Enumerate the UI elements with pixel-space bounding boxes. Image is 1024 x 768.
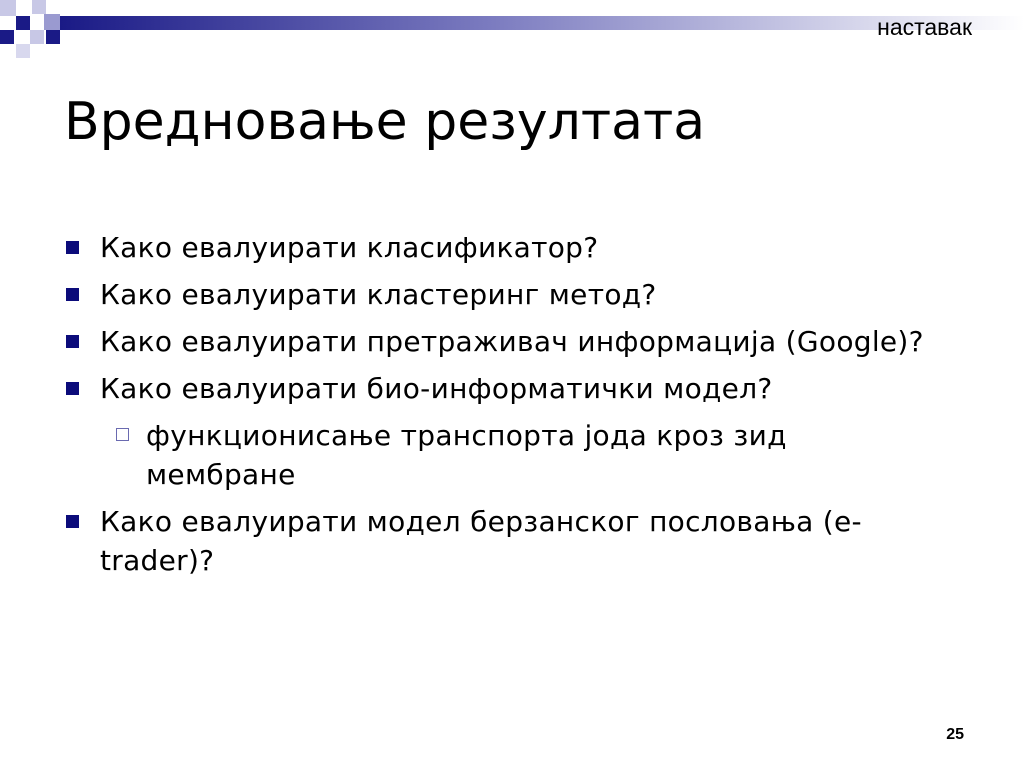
square-bullet-icon bbox=[66, 515, 79, 528]
slide-title: Вредновање резултата bbox=[64, 92, 706, 152]
bullet-list bbox=[60, 228, 940, 588]
list-item-text: Како евалуирати класификатор? bbox=[100, 231, 599, 264]
list-item bbox=[60, 322, 940, 361]
list-item-text: Како евалуирати био-информатички модел? bbox=[100, 372, 773, 405]
list-item bbox=[60, 275, 940, 314]
sub-list-item-text: функционисање транспорта јода кроз зид мембране bbox=[146, 419, 787, 491]
square-bullet-icon bbox=[66, 382, 79, 395]
continued-label: наставак bbox=[877, 14, 972, 40]
list-item-text: Како евалуирати модел берзанског пословања (e-trader)? bbox=[100, 505, 862, 577]
list-item-text: Како евалуирати претраживач информација (Google)? bbox=[100, 325, 924, 358]
list-item bbox=[60, 369, 940, 408]
list-item bbox=[60, 502, 940, 580]
list-item-text: Како евалуирати кластеринг метод? bbox=[100, 278, 657, 311]
list-item bbox=[60, 228, 940, 267]
header-decoration bbox=[0, 0, 1024, 70]
sub-list-item bbox=[60, 416, 940, 494]
checker-banner-graphic bbox=[0, 0, 1024, 70]
square-bullet-icon bbox=[66, 335, 79, 348]
hollow-square-bullet-icon bbox=[116, 428, 129, 441]
square-bullet-icon bbox=[66, 241, 79, 254]
page-number: 25 bbox=[946, 726, 964, 743]
square-bullet-icon bbox=[66, 288, 79, 301]
